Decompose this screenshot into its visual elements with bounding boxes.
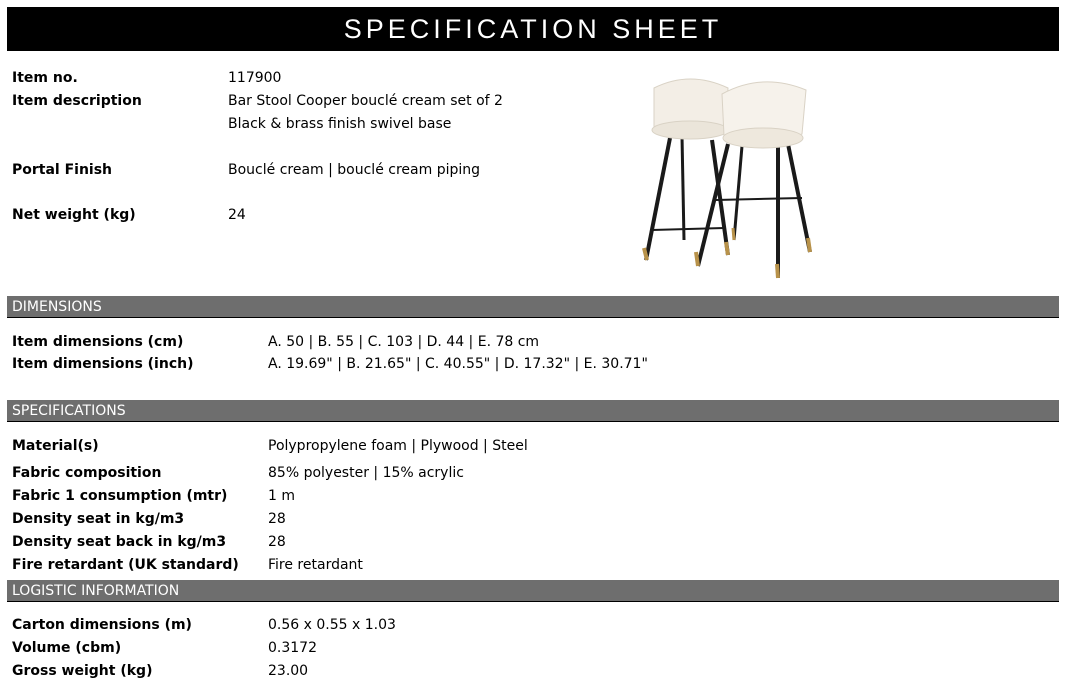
item-no-label: Item no. <box>12 70 78 86</box>
materials-value: Polypropylene foam | Plywood | Steel <box>268 438 528 454</box>
fabric-consumption-value: 1 m <box>268 488 295 504</box>
volume-value: 0.3172 <box>268 640 317 656</box>
carton-dimensions-value: 0.56 x 0.55 x 1.03 <box>268 617 396 633</box>
dimensions-inch-value: A. 19.69" | B. 21.65" | C. 40.55" | D. 17.32" | E. 30.71" <box>268 356 648 372</box>
section-header-dimensions: DIMENSIONS <box>7 296 1059 318</box>
density-seat-back-value: 28 <box>268 534 286 550</box>
item-description-line1: Bar Stool Cooper bouclé cream set of 2 <box>228 93 503 109</box>
fire-retardant-value: Fire retardant <box>268 557 363 573</box>
fabric-consumption-label: Fabric 1 consumption (mtr) <box>12 488 228 504</box>
section-header-specifications: SPECIFICATIONS <box>7 400 1059 422</box>
dimensions-cm-label: Item dimensions (cm) <box>12 334 184 350</box>
portal-finish-value: Bouclé cream | bouclé cream piping <box>228 162 480 178</box>
carton-dimensions-label: Carton dimensions (m) <box>12 617 192 633</box>
density-seat-value: 28 <box>268 511 286 527</box>
density-seat-label: Density seat in kg/m3 <box>12 511 185 527</box>
item-no-value: 117900 <box>228 70 282 86</box>
fire-retardant-label: Fire retardant (UK standard) <box>12 557 239 573</box>
gross-weight-label: Gross weight (kg) <box>12 663 153 679</box>
dimensions-cm-value: A. 50 | B. 55 | C. 103 | D. 44 | E. 78 cm <box>268 334 540 350</box>
page-title: SPECIFICATION SHEET <box>7 7 1059 51</box>
fabric-composition-value: 85% polyester | 15% acrylic <box>268 465 464 481</box>
volume-label: Volume (cbm) <box>12 640 122 656</box>
section-header-logistic: LOGISTIC INFORMATION <box>7 580 1059 602</box>
gross-weight-value: 23.00 <box>268 663 309 679</box>
net-weight-value: 24 <box>228 207 246 223</box>
dimensions-inch-label: Item dimensions (inch) <box>12 356 194 372</box>
portal-finish-label: Portal Finish <box>12 162 113 178</box>
bar-stool-pair-icon <box>632 70 832 286</box>
item-description-label: Item description <box>12 93 142 109</box>
fabric-composition-label: Fabric composition <box>12 465 162 481</box>
item-description-line2: Black & brass finish swivel base <box>228 116 452 132</box>
materials-label: Material(s) <box>12 438 99 454</box>
net-weight-label: Net weight (kg) <box>12 207 136 223</box>
density-seat-back-label: Density seat back in kg/m3 <box>12 534 227 550</box>
